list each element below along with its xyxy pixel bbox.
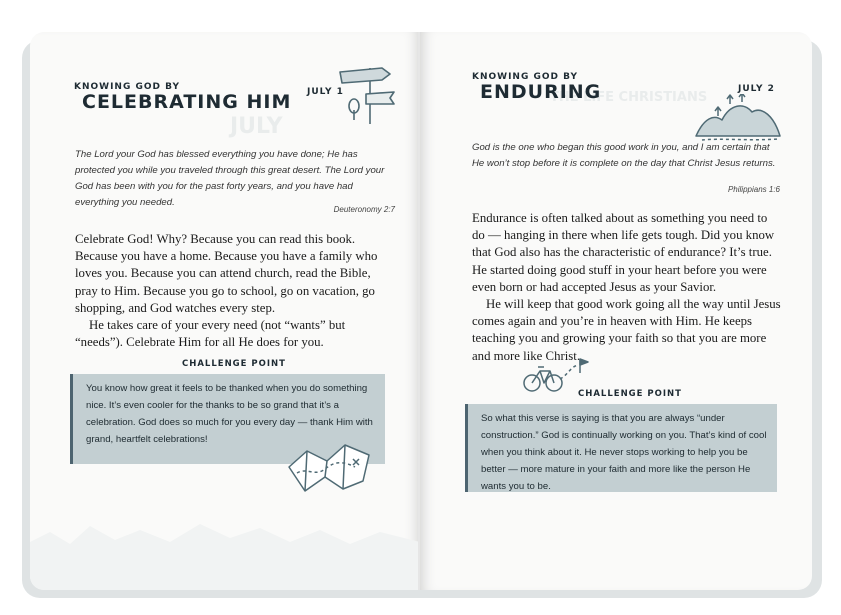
ghost-text: JULY xyxy=(230,114,283,139)
challenge-point-title: CHALLENGE POINT xyxy=(182,359,286,369)
devotion-date: JULY 1 xyxy=(307,87,344,97)
scripture-reference: Philippians 1:6 xyxy=(727,185,780,194)
body-paragraph: He takes care of your every need (not “wants” but “needs”). Celebrate Him for all He does for you. xyxy=(75,318,346,350)
body-paragraph: Celebrate God! Why? Because you can read this book. Because you have a home. Because you have a family who loves you. Because you can attend church, read the Bible, pray to Him. Because you go to school, go on vacation, go shopping, and God watches every step. xyxy=(75,232,378,315)
scripture-verse: God is the one who began this good work in you, and I am certain that He won’t stop before it is complete on the day that Christ Jesus returns. xyxy=(472,142,776,169)
tree-silhouette-decoration xyxy=(30,502,420,590)
body-paragraph: He will keep that good work going all the way until Jesus comes again and you’re in heaven with Him. He keeps teaching you and growing your faith so that you are more and more like Christ. xyxy=(472,297,781,363)
challenge-point-text: So what this verse is saying is that you are always “under construction.” God is continually working on you. That’s kind of cool when you think about it. He never stops working to help you be better — more mature in your faith and more like the person He wants you to be. xyxy=(481,413,767,492)
challenge-point-title: CHALLENGE POINT xyxy=(578,389,682,399)
signpost-icon xyxy=(330,62,400,126)
devotion-title: CELEBRATING HIM xyxy=(82,91,292,113)
challenge-point-text: You know how great it feels to be thanked when you do something nice. It’s even cooler for the thanks to be so grand that it’s a celebration. God does so much for you every day — thank Him with grand, heartfelt celebrations! xyxy=(86,383,373,445)
mountains-icon xyxy=(690,94,786,142)
left-page xyxy=(30,32,420,590)
scripture-reference: Deuteronomy 2:7 xyxy=(333,205,395,214)
devotion-body xyxy=(472,210,782,365)
scripture-verse: The Lord your God has blessed everything you have done; He has protected you while you traveled through this great desert. The Lord your God has been with you for the past forty years, and you have had everything you needed. xyxy=(75,149,385,208)
devotion-kicker: KNOWING GOD BY xyxy=(472,72,579,82)
devotion-date: JULY 2 xyxy=(738,84,775,94)
devotion-kicker: KNOWING GOD BY xyxy=(74,82,181,92)
ghost-text: THE LIFE CHRISTIANS xyxy=(550,90,708,105)
challenge-point-box xyxy=(465,404,777,492)
right-page xyxy=(420,32,812,590)
body-paragraph: Endurance is often talked about as something you need to do — hanging in there when life gets tough. Did you know that God also has the characteristic of endurance? It’s true. He started doing good stuff in your heart before you were even born or had accepted Jesus as your Savior. xyxy=(472,211,775,294)
devotion-title: ENDURING xyxy=(480,81,602,103)
map-icon xyxy=(285,437,375,497)
devotion-body xyxy=(75,231,395,351)
